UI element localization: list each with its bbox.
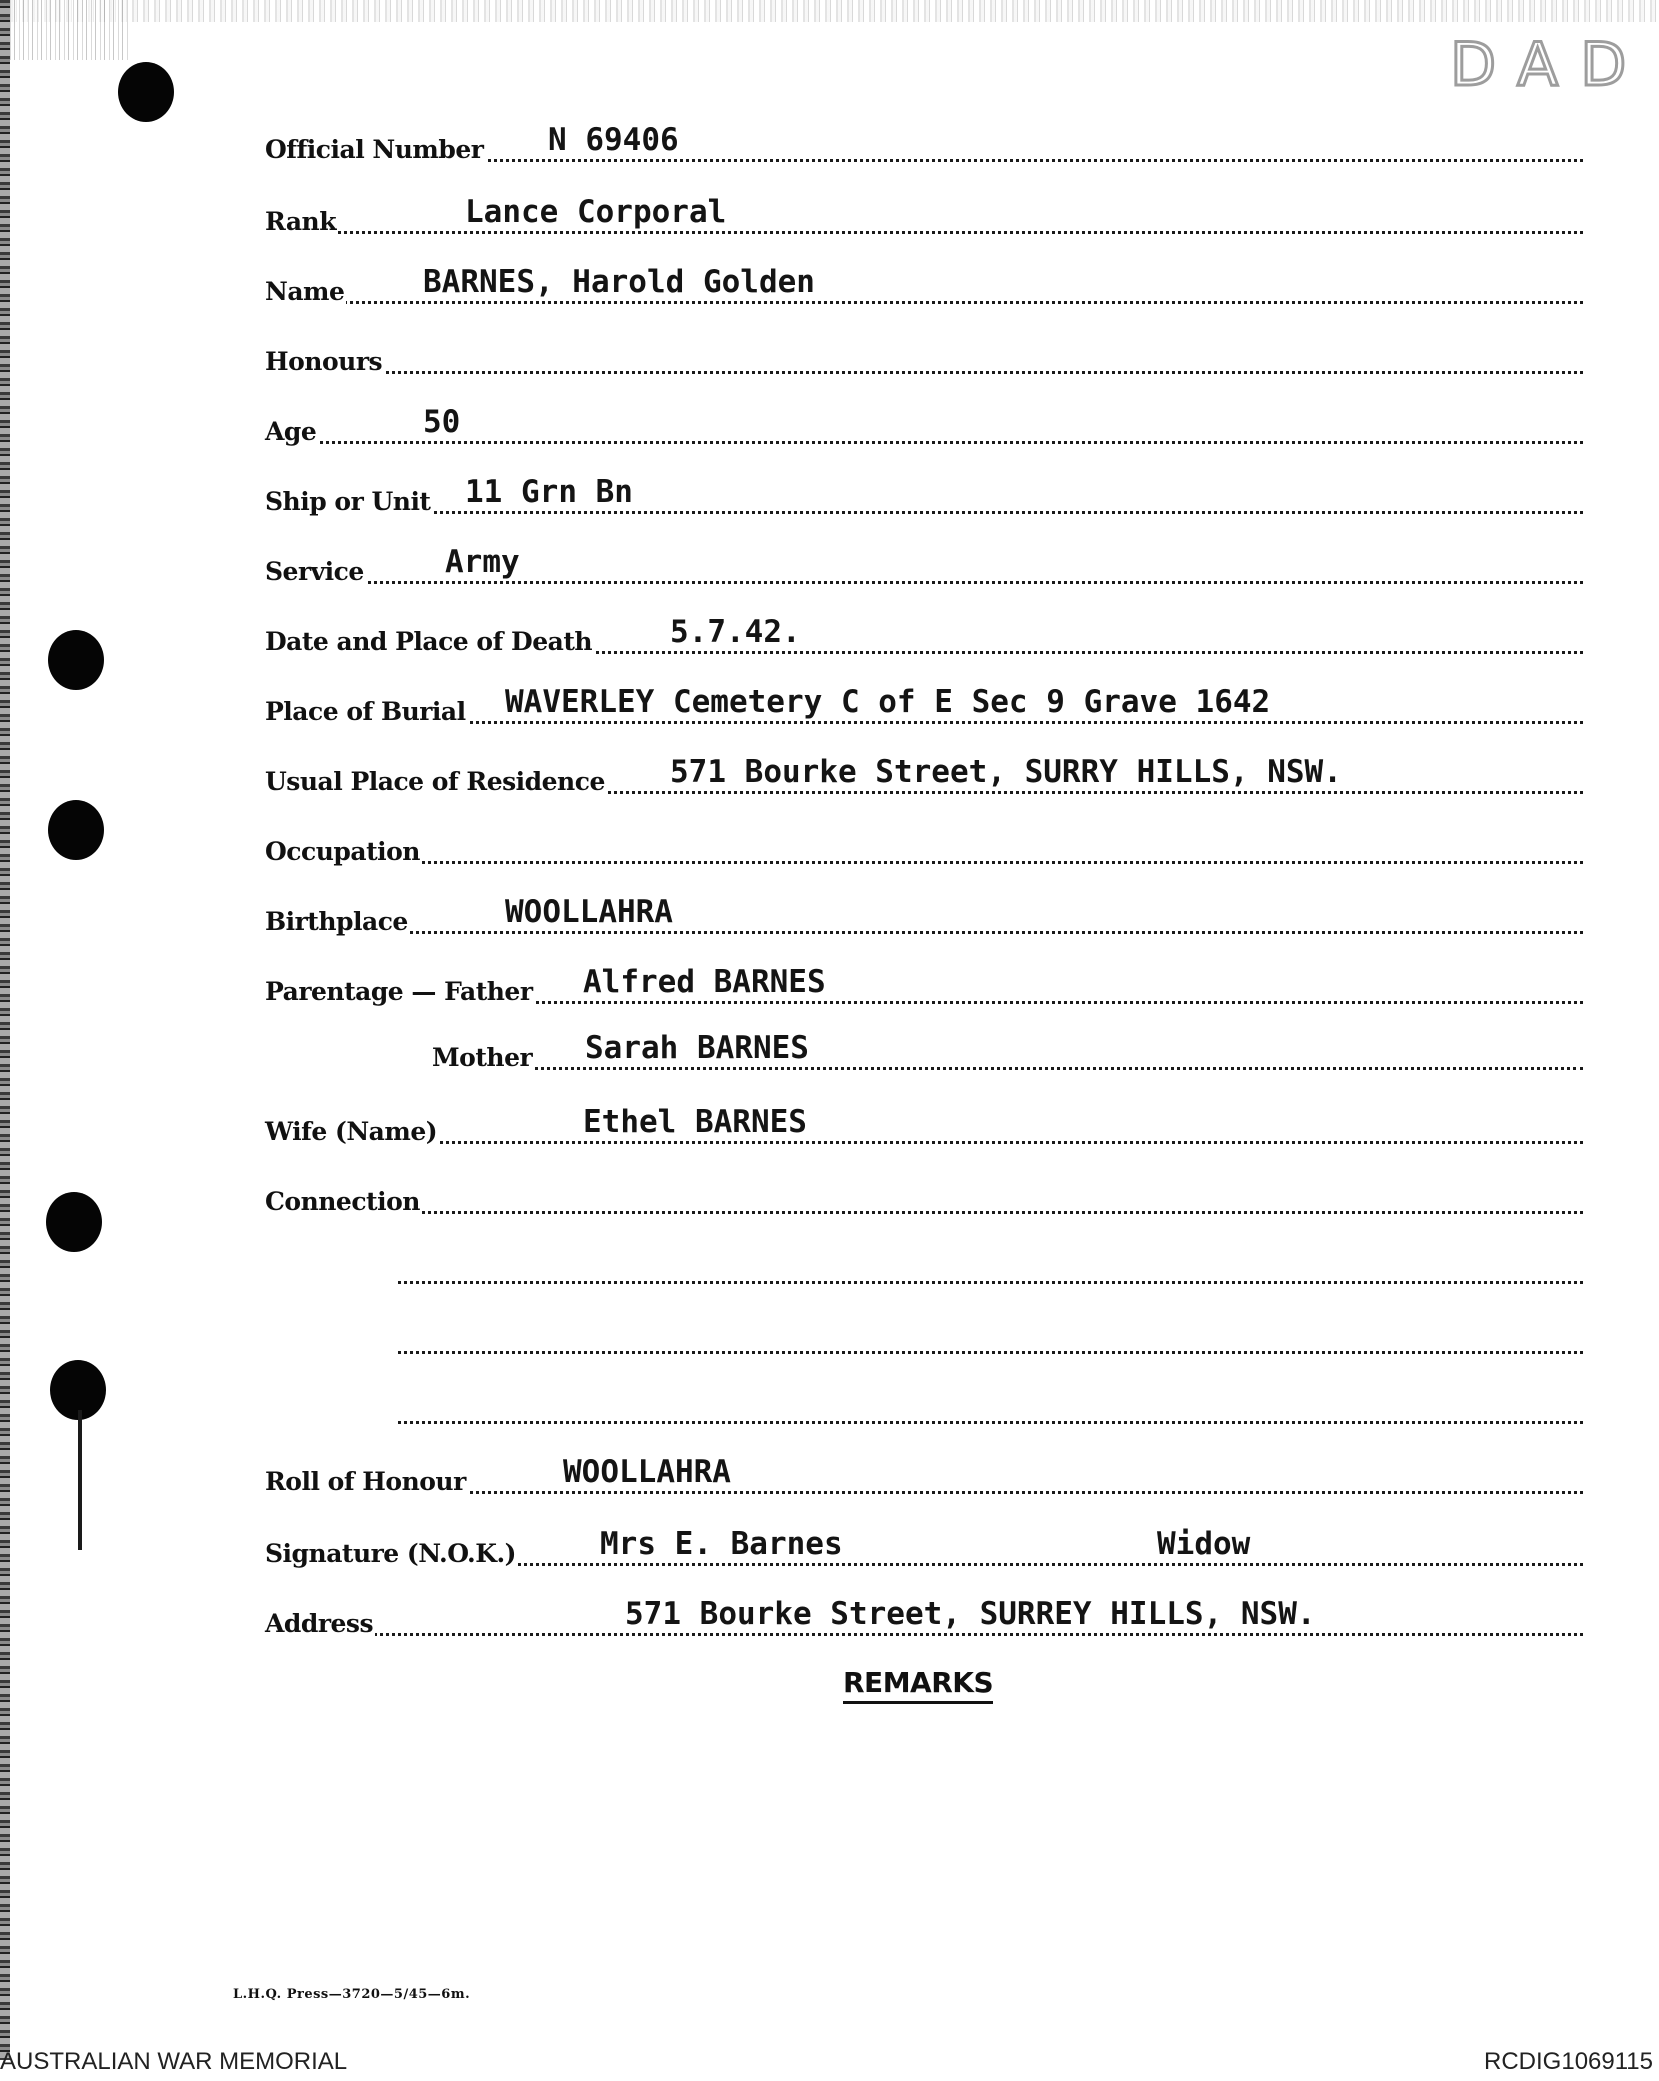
row-father	[265, 960, 1583, 1010]
row-address	[265, 1592, 1583, 1642]
punch-hole	[46, 1192, 102, 1252]
value-place-of-burial: WAVERLEY Cemetery C of E Sec 9 Grave 1642	[505, 684, 1271, 720]
row-ship-or-unit	[265, 470, 1583, 520]
scan-edge-top	[0, 0, 1659, 22]
dotted-line	[265, 1633, 1583, 1636]
row-rank	[265, 190, 1583, 240]
row-name	[265, 260, 1583, 310]
row-roll-of-honour	[265, 1450, 1583, 1500]
label-connection: Connection	[265, 1187, 420, 1216]
value-rank: Lance Corporal	[465, 194, 727, 230]
dotted-line	[265, 511, 1583, 514]
dotted-line	[265, 581, 1583, 584]
row-date-place-death	[265, 610, 1583, 660]
scan-corner	[10, 0, 130, 60]
value-official-number: N 69406	[548, 122, 679, 158]
value-birthplace: WOOLLAHRA	[505, 894, 673, 930]
dotted-line	[265, 301, 1583, 304]
label-father: Parentage — Father	[265, 977, 533, 1006]
footer-record-id: RCDIG1069115	[1484, 2048, 1653, 2075]
label-place-of-burial: Place of Burial	[265, 697, 466, 726]
row-mother	[432, 1026, 1583, 1076]
row-signature	[265, 1522, 1583, 1572]
label-usual-residence: Usual Place of Residence	[265, 767, 605, 796]
dotted-line	[265, 931, 1583, 934]
value-age: 50	[423, 404, 461, 440]
row-wife	[265, 1100, 1583, 1150]
value-wife: Ethel BARNES	[583, 1104, 807, 1140]
row-service	[265, 540, 1583, 590]
label-occupation: Occupation	[265, 837, 420, 866]
punch-hole	[48, 630, 104, 690]
print-code: L.H.Q. Press—3720—5/45—6m.	[233, 1987, 471, 2002]
value-signature: Mrs E. Barnes	[600, 1526, 843, 1562]
value-date-place-death: 5.7.42.	[670, 614, 801, 650]
value-name: BARNES, Harold Golden	[423, 264, 815, 300]
label-mother: Mother	[432, 1043, 533, 1072]
row-occupation	[265, 820, 1583, 870]
label-age: Age	[265, 417, 317, 446]
dotted-line	[398, 1421, 1583, 1424]
corner-stamp: DAD	[1450, 30, 1649, 100]
label-roll-of-honour: Roll of Honour	[265, 1467, 466, 1496]
dotted-line	[398, 1351, 1583, 1354]
label-wife: Wife (Name)	[265, 1117, 438, 1146]
value-address: 571 Bourke Street, SURREY HILLS, NSW.	[625, 1596, 1316, 1632]
row-usual-residence	[265, 750, 1583, 800]
label-date-place-death: Date and Place of Death	[265, 627, 593, 656]
label-signature: Signature (N.O.K.)	[265, 1539, 516, 1568]
row-connection	[265, 1170, 1583, 1220]
label-address: Address	[265, 1609, 374, 1638]
dotted-line	[265, 231, 1583, 234]
label-service: Service	[265, 557, 364, 586]
label-honours: Honours	[265, 347, 383, 376]
footer-institution: AUSTRALIAN WAR MEMORIAL	[0, 2048, 348, 2075]
value-ship-or-unit: 11 Grn Bn	[465, 474, 633, 510]
binder-mark	[78, 1410, 82, 1550]
punch-hole	[48, 800, 104, 860]
row-age	[265, 400, 1583, 450]
dotted-line	[265, 371, 1583, 374]
label-ship-or-unit: Ship or Unit	[265, 487, 431, 516]
dotted-line	[265, 1141, 1583, 1144]
scan-edge-left	[0, 0, 10, 2060]
label-rank: Rank	[265, 207, 337, 236]
value-usual-residence: 571 Bourke Street, SURRY HILLS, NSW.	[670, 754, 1342, 790]
value-roll-of-honour: WOOLLAHRA	[563, 1454, 731, 1490]
row-official-number	[265, 118, 1583, 168]
value-service: Army	[445, 544, 520, 580]
row-connection-continued	[398, 1310, 1583, 1360]
value-father: Alfred BARNES	[583, 964, 826, 1000]
dotted-line	[432, 1067, 1583, 1070]
value-mother: Sarah BARNES	[585, 1030, 809, 1066]
dotted-line	[265, 1211, 1583, 1214]
row-connection-continued	[398, 1240, 1583, 1290]
punch-hole	[118, 62, 174, 122]
remarks-heading: REMARKS	[843, 1666, 993, 1704]
row-place-of-burial	[265, 680, 1583, 730]
label-official-number: Official Number	[265, 135, 484, 164]
label-birthplace: Birthplace	[265, 907, 408, 936]
dotted-line	[265, 861, 1583, 864]
dotted-line	[265, 441, 1583, 444]
row-honours	[265, 330, 1583, 380]
row-connection-continued	[398, 1380, 1583, 1430]
value-signature-relation: Widow	[1157, 1526, 1251, 1562]
row-birthplace	[265, 890, 1583, 940]
dotted-line	[398, 1281, 1583, 1284]
label-name: Name	[265, 277, 345, 306]
